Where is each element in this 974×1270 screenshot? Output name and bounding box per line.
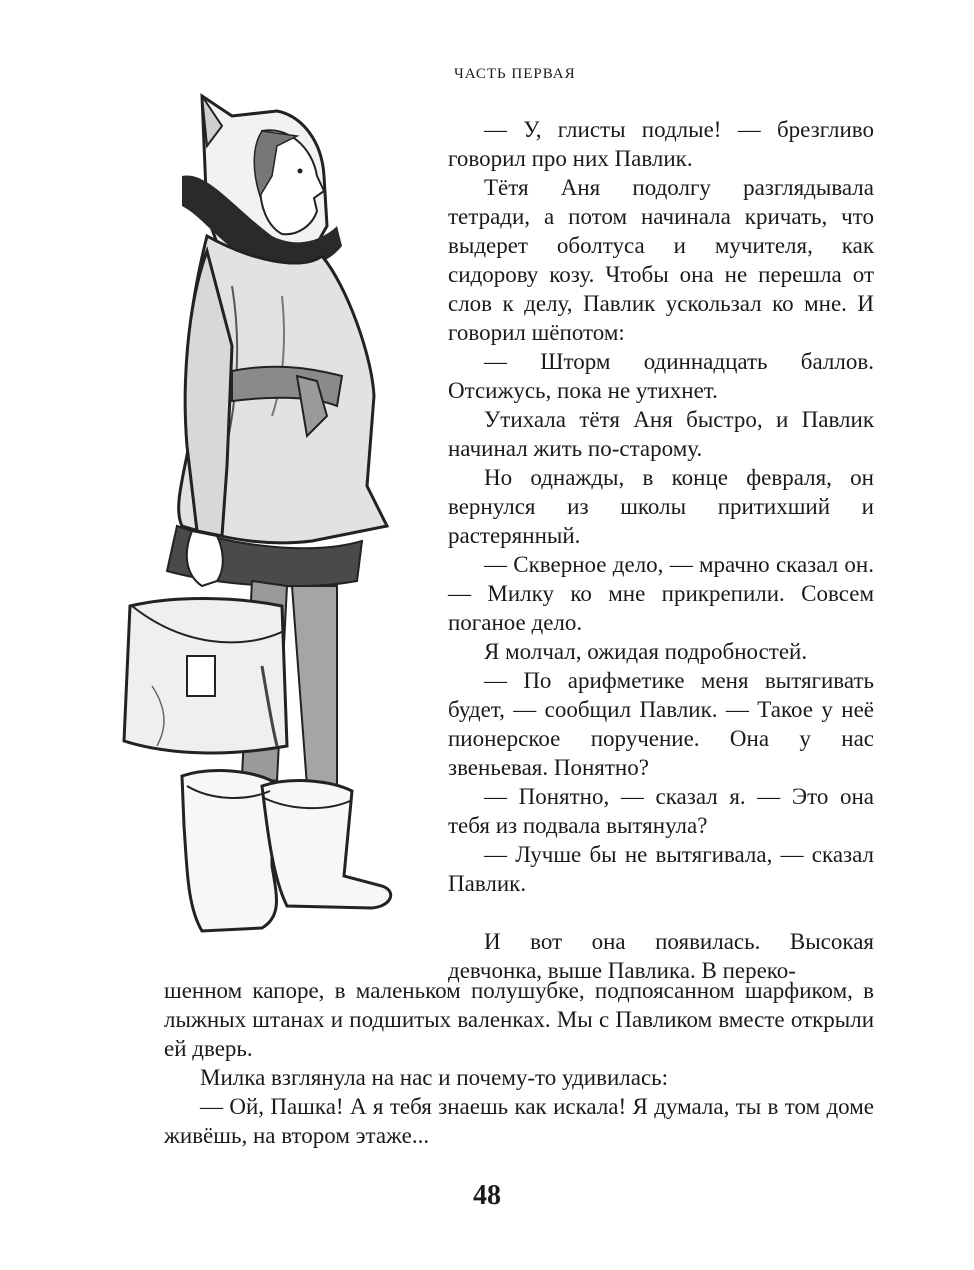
- paragraph-continuation: шенном капоре, в маленьком полушубке, подпоясанном шарфиком, в лыжных штанах и подшитых валенках. Мы с Павликом вместе открыли ей дверь.: [164, 978, 874, 1061]
- right-text-column: [448, 115, 874, 985]
- paragraph: — У, глисты подлые! — брезгливо говорил про них Павлик.: [448, 117, 874, 171]
- paragraph: И вот она появилась. Высокая девчонка, выше Павлика. В переко-: [448, 929, 874, 983]
- paragraph: Утихала тётя Аня быстро, и Павлик начинал жить по-старому.: [448, 407, 874, 461]
- page-number: 48: [473, 1180, 501, 1211]
- paragraph: Тётя Аня подолгу разглядывала тетради, а потом начинала кричать, что выдерет оболтуса и мучителя, как сидорову козу. Чтобы она не перешла от слов к делу, Павлик ускользал ко мне. И говорил шёпотом:: [448, 175, 874, 345]
- paragraph: — Лучше бы не вытягивала, — сказал Павлик.: [448, 842, 874, 896]
- paragraph: Но однажды, в конце февраля, он вернулся из школы притихший и растерянный.: [448, 465, 874, 548]
- running-header: ЧАСТЬ ПЕРВАЯ: [454, 66, 576, 82]
- paragraph: Я молчал, ожидая подробностей.: [484, 639, 808, 664]
- full-width-text: [164, 918, 874, 1150]
- girl-with-briefcase-illustration: [112, 86, 422, 946]
- paragraph: — Понятно, — сказал я. — Это она тебя из подвала вытянула?: [448, 784, 874, 838]
- paragraph: Милка взглянула на нас и почему-то удивилась:: [200, 1065, 669, 1090]
- paragraph: — По арифметике меня вытягивать будет, — сообщил Павлик. — Такое у неё пионерское поручение. Она у нас звеньевая. Понятно?: [448, 668, 874, 780]
- paragraph: — Скверное дело, — мрачно сказал он. — Милку ко мне прикрепили. Совсем поганое дело.: [448, 552, 874, 635]
- paragraph: — Ой, Пашка! А я тебя знаешь как искала! Я думала, ты в том доме живёшь, на втором этаже...: [164, 1094, 874, 1148]
- paragraph: — Шторм одиннадцать баллов. Отсижусь, пока не утихнет.: [448, 349, 874, 403]
